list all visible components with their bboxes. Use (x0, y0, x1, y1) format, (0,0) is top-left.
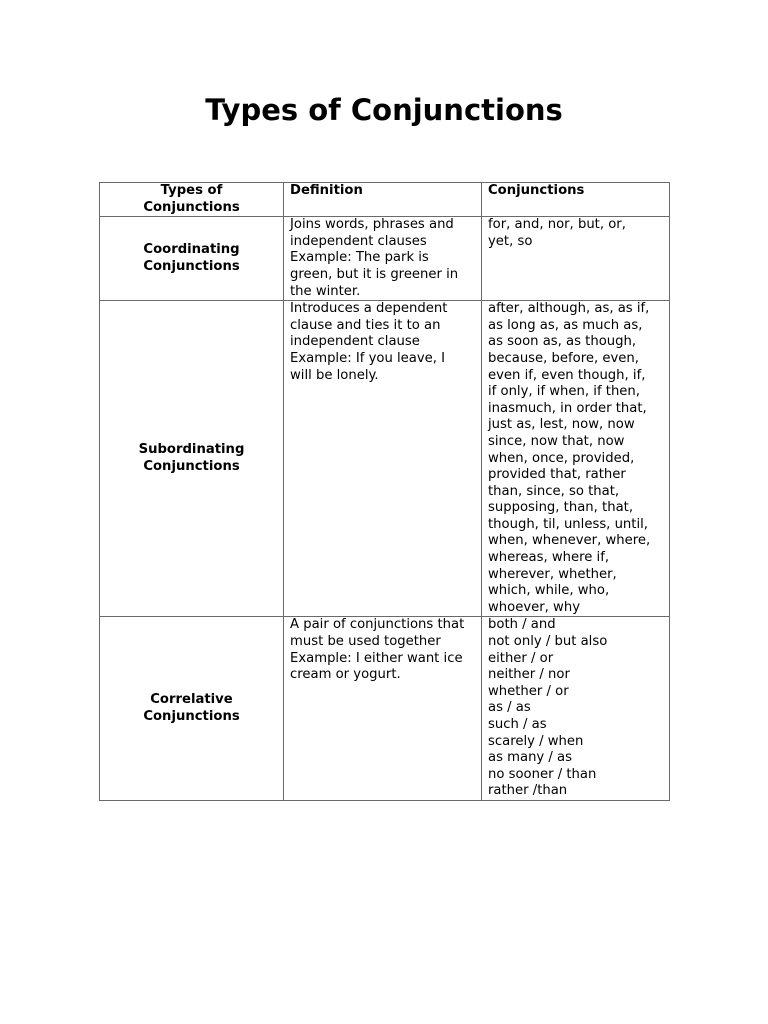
definition-line: Example: I either want ice (290, 650, 463, 666)
conjunctions-cell-correlative (482, 617, 670, 801)
conjunctions-line: if only, if when, if then, (488, 384, 640, 400)
conjunctions-line: for, and, nor, but, or, (488, 217, 626, 233)
conjunctions-table (99, 182, 670, 801)
conjunctions-line: no sooner / than (488, 766, 597, 782)
conjunctions-line: when, whenever, where, (488, 533, 651, 549)
type-label-line: Conjunctions (143, 458, 240, 474)
definition-cell-correlative (284, 617, 482, 801)
definition-line: will be lonely. (290, 367, 379, 383)
conjunctions-line: whoever, why (488, 599, 580, 615)
definition-line: green, but it is greener in (290, 266, 459, 282)
conjunctions-line: which, while, who, (488, 583, 610, 599)
conjunctions-line: though, til, unless, until, (488, 516, 648, 532)
conjunctions-line: as / as (488, 700, 531, 716)
definition-line: independent clause (290, 334, 420, 350)
conjunctions-line: as soon as, as though, (488, 334, 637, 350)
conjunctions-line: as long as, as much as, (488, 317, 643, 333)
conjunctions-line: either / or (488, 650, 554, 666)
conjunctions-line: provided that, rather (488, 467, 626, 483)
definition-line: Joins words, phrases and (290, 217, 454, 233)
type-label-line: Subordinating (138, 442, 245, 458)
header-conjunctions (482, 183, 670, 217)
header-conjunctions-label: Conjunctions (488, 183, 585, 198)
header-definition-label: Definition (290, 183, 363, 198)
definition-line: must be used together (290, 634, 441, 650)
header-type-line: Conjunctions (143, 199, 240, 215)
conjunctions-line: inasmuch, in order that, (488, 400, 647, 416)
header-types-of-conjunctions (100, 183, 284, 217)
type-label-line: Conjunctions (143, 708, 240, 724)
definition-line: clause and ties it to an (290, 317, 441, 333)
definition-line: Example: If you leave, I (290, 350, 446, 366)
conjunctions-line: even if, even though, if, (488, 367, 646, 383)
conjunctions-line: supposing, than, that, (488, 500, 634, 516)
conjunctions-line: not only / but also (488, 634, 608, 650)
conjunctions-line: whereas, where if, (488, 550, 610, 566)
conjunctions-line: rather /than (488, 783, 568, 799)
header-definition (284, 183, 482, 217)
conjunctions-cell-subordinating (482, 301, 670, 617)
type-label-line: Coordinating (143, 242, 240, 258)
conjunctions-line: wherever, whether, (488, 566, 617, 582)
page-title: Types of Conjunctions (205, 93, 563, 127)
definition-line: Example: The park is (290, 250, 429, 266)
conjunctions-line: after, although, as, as if, (488, 301, 650, 317)
header-type-line: Types of (160, 183, 223, 198)
definition-line: Introduces a dependent (290, 301, 448, 317)
type-label-line: Correlative (150, 692, 233, 708)
table-row-coordinating (100, 217, 670, 301)
definition-line: A pair of conjunctions that (290, 617, 465, 633)
table-header-row (100, 183, 670, 217)
definition-line: independent clauses (290, 233, 427, 249)
conjunctions-line: yet, so (488, 233, 533, 249)
type-cell-coordinating (100, 217, 284, 301)
type-cell-subordinating (100, 301, 284, 617)
conjunctions-line: scarely / when (488, 733, 584, 749)
conjunctions-line: such / as (488, 717, 547, 732)
table-row-correlative (100, 617, 670, 801)
conjunctions-line: just as, lest, now, now (488, 417, 635, 433)
conjunctions-line: since, now that, now (488, 433, 625, 449)
conjunctions-line: as many / as (488, 750, 573, 766)
table-row-subordinating (100, 301, 670, 617)
definition-cell-subordinating (284, 301, 482, 617)
conjunctions-cell-coordinating (482, 217, 670, 301)
definition-line: the winter. (290, 283, 361, 299)
definition-line: cream or yogurt. (290, 667, 401, 683)
definition-cell-coordinating (284, 217, 482, 301)
conjunctions-line: because, before, even, (488, 350, 639, 366)
conjunctions-line: when, once, provided, (488, 450, 635, 466)
type-label-line: Conjunctions (143, 258, 240, 274)
conjunctions-line: than, since, so that, (488, 483, 620, 499)
conjunctions-line: whether / or (488, 683, 569, 699)
conjunctions-line: both / and (488, 617, 556, 633)
conjunctions-line: neither / nor (488, 667, 570, 683)
type-cell-correlative (100, 617, 284, 801)
